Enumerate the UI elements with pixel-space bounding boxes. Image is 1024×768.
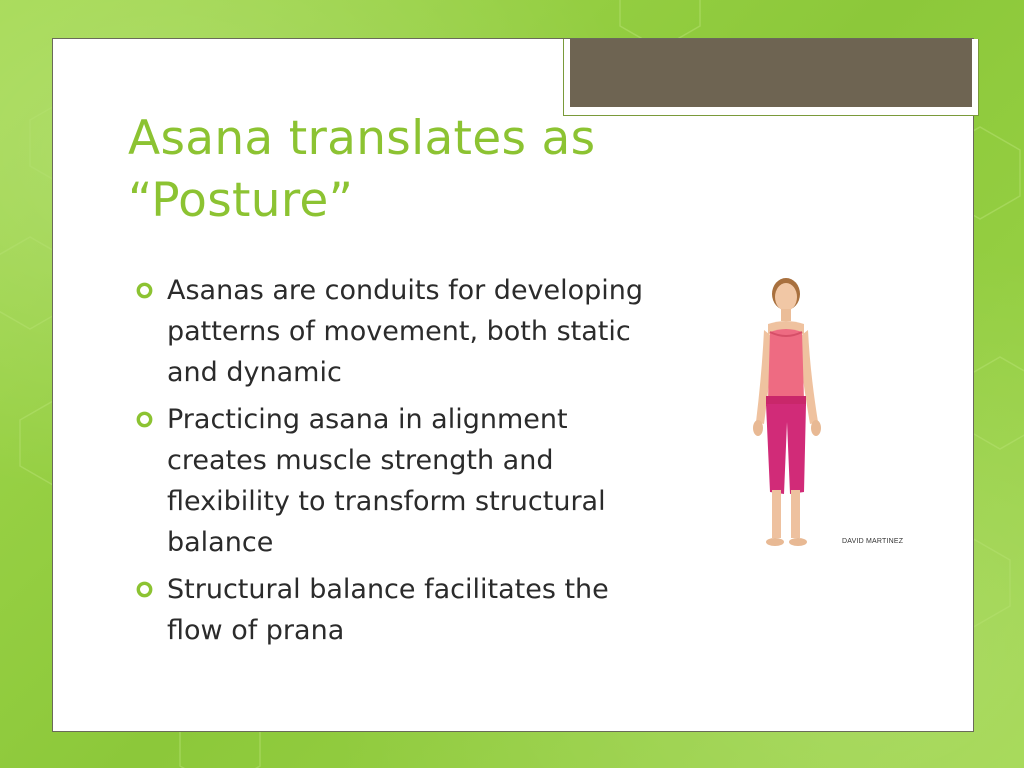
slide-title — [128, 108, 688, 232]
yoga-figure-image — [728, 272, 928, 557]
slide-title-line-2: “Posture” — [128, 173, 354, 228]
woman-standing-illustration — [728, 272, 928, 557]
bullet-text: Practicing asana in alignment creates muscle strength and flexibility to transform structural balance — [167, 404, 606, 558]
bullet-item — [134, 569, 654, 651]
circle-bullet-icon — [136, 282, 153, 299]
slide-title-line-1: Asana translates as — [128, 111, 596, 166]
header-accent-block — [563, 39, 979, 116]
bullet-item — [134, 270, 654, 393]
header-accent-fill — [570, 39, 972, 107]
bullet-text: Structural balance facilitates the flow of prana — [167, 574, 609, 646]
bullet-item — [134, 399, 654, 563]
image-credit: DAVID MARTINEZ — [842, 538, 904, 545]
circle-bullet-icon — [136, 581, 153, 598]
bullet-list — [134, 270, 654, 657]
bullet-text: Asanas are conduits for developing patterns of movement, both static and dynamic — [167, 275, 644, 388]
circle-bullet-icon — [136, 411, 153, 428]
